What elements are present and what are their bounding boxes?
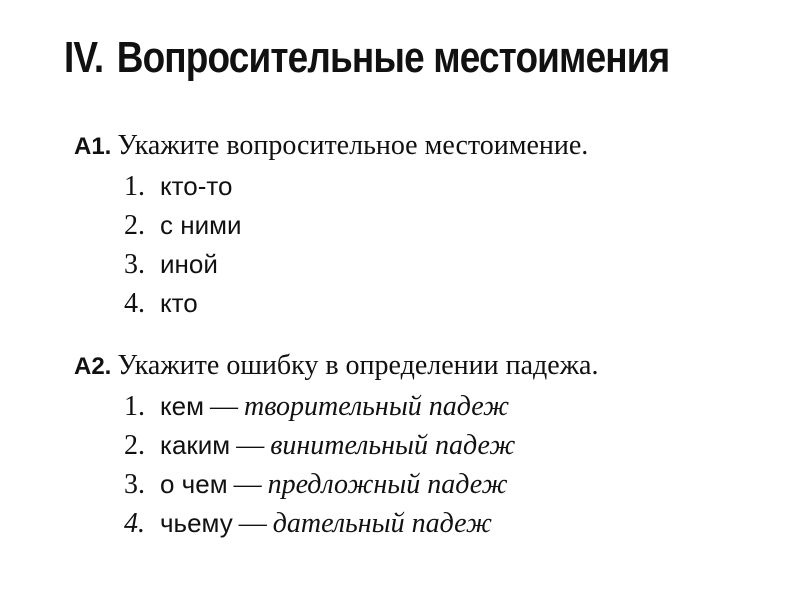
option-word: иной — [160, 249, 218, 279]
answer-option — [124, 426, 598, 465]
question-a1 — [74, 128, 588, 323]
option-number: 2. — [124, 430, 145, 461]
option-number: 4. — [124, 288, 145, 319]
answer-option — [124, 504, 598, 543]
option-word: о чем — [160, 469, 228, 499]
option-case: предложный падеж — [267, 469, 508, 500]
option-case: винительный падеж — [270, 430, 516, 461]
option-number: 3. — [124, 469, 145, 500]
question-header — [74, 348, 598, 385]
question-prompt: Укажите ошибку в определении падежа. — [117, 350, 599, 381]
option-dash: — — [238, 508, 267, 539]
answer-option — [124, 245, 588, 284]
answer-option — [124, 284, 588, 323]
option-word: кто — [160, 288, 198, 318]
section-title: Вопросительные местоимения — [116, 33, 670, 82]
option-word: кто-то — [160, 171, 233, 201]
answer-option — [124, 206, 588, 245]
option-case: творительный падеж — [244, 391, 510, 422]
question-number: A1. — [74, 133, 112, 160]
option-word: кем — [160, 391, 205, 421]
answer-option — [124, 167, 588, 206]
question-a2 — [74, 348, 598, 543]
answer-options — [74, 167, 588, 323]
option-number: 1. — [124, 391, 145, 422]
section-heading — [64, 34, 669, 82]
question-prompt: Укажите вопросительное местоимение. — [117, 130, 589, 161]
question-header — [74, 128, 588, 165]
option-word: каким — [160, 430, 231, 460]
option-word: с ними — [160, 210, 242, 240]
option-dash: — — [233, 469, 262, 500]
option-number: 1. — [124, 171, 145, 202]
option-word: чьему — [160, 508, 233, 538]
option-case: дательный падеж — [272, 508, 492, 539]
answer-options — [74, 387, 598, 543]
option-number: 4. — [124, 508, 145, 539]
option-dash: — — [210, 391, 239, 422]
section-number: IV. — [64, 33, 104, 82]
answer-option — [124, 387, 598, 426]
question-number: A2. — [74, 353, 112, 380]
option-number: 2. — [124, 210, 145, 241]
option-number: 3. — [124, 249, 145, 280]
answer-option — [124, 465, 598, 504]
option-dash: — — [236, 430, 265, 461]
